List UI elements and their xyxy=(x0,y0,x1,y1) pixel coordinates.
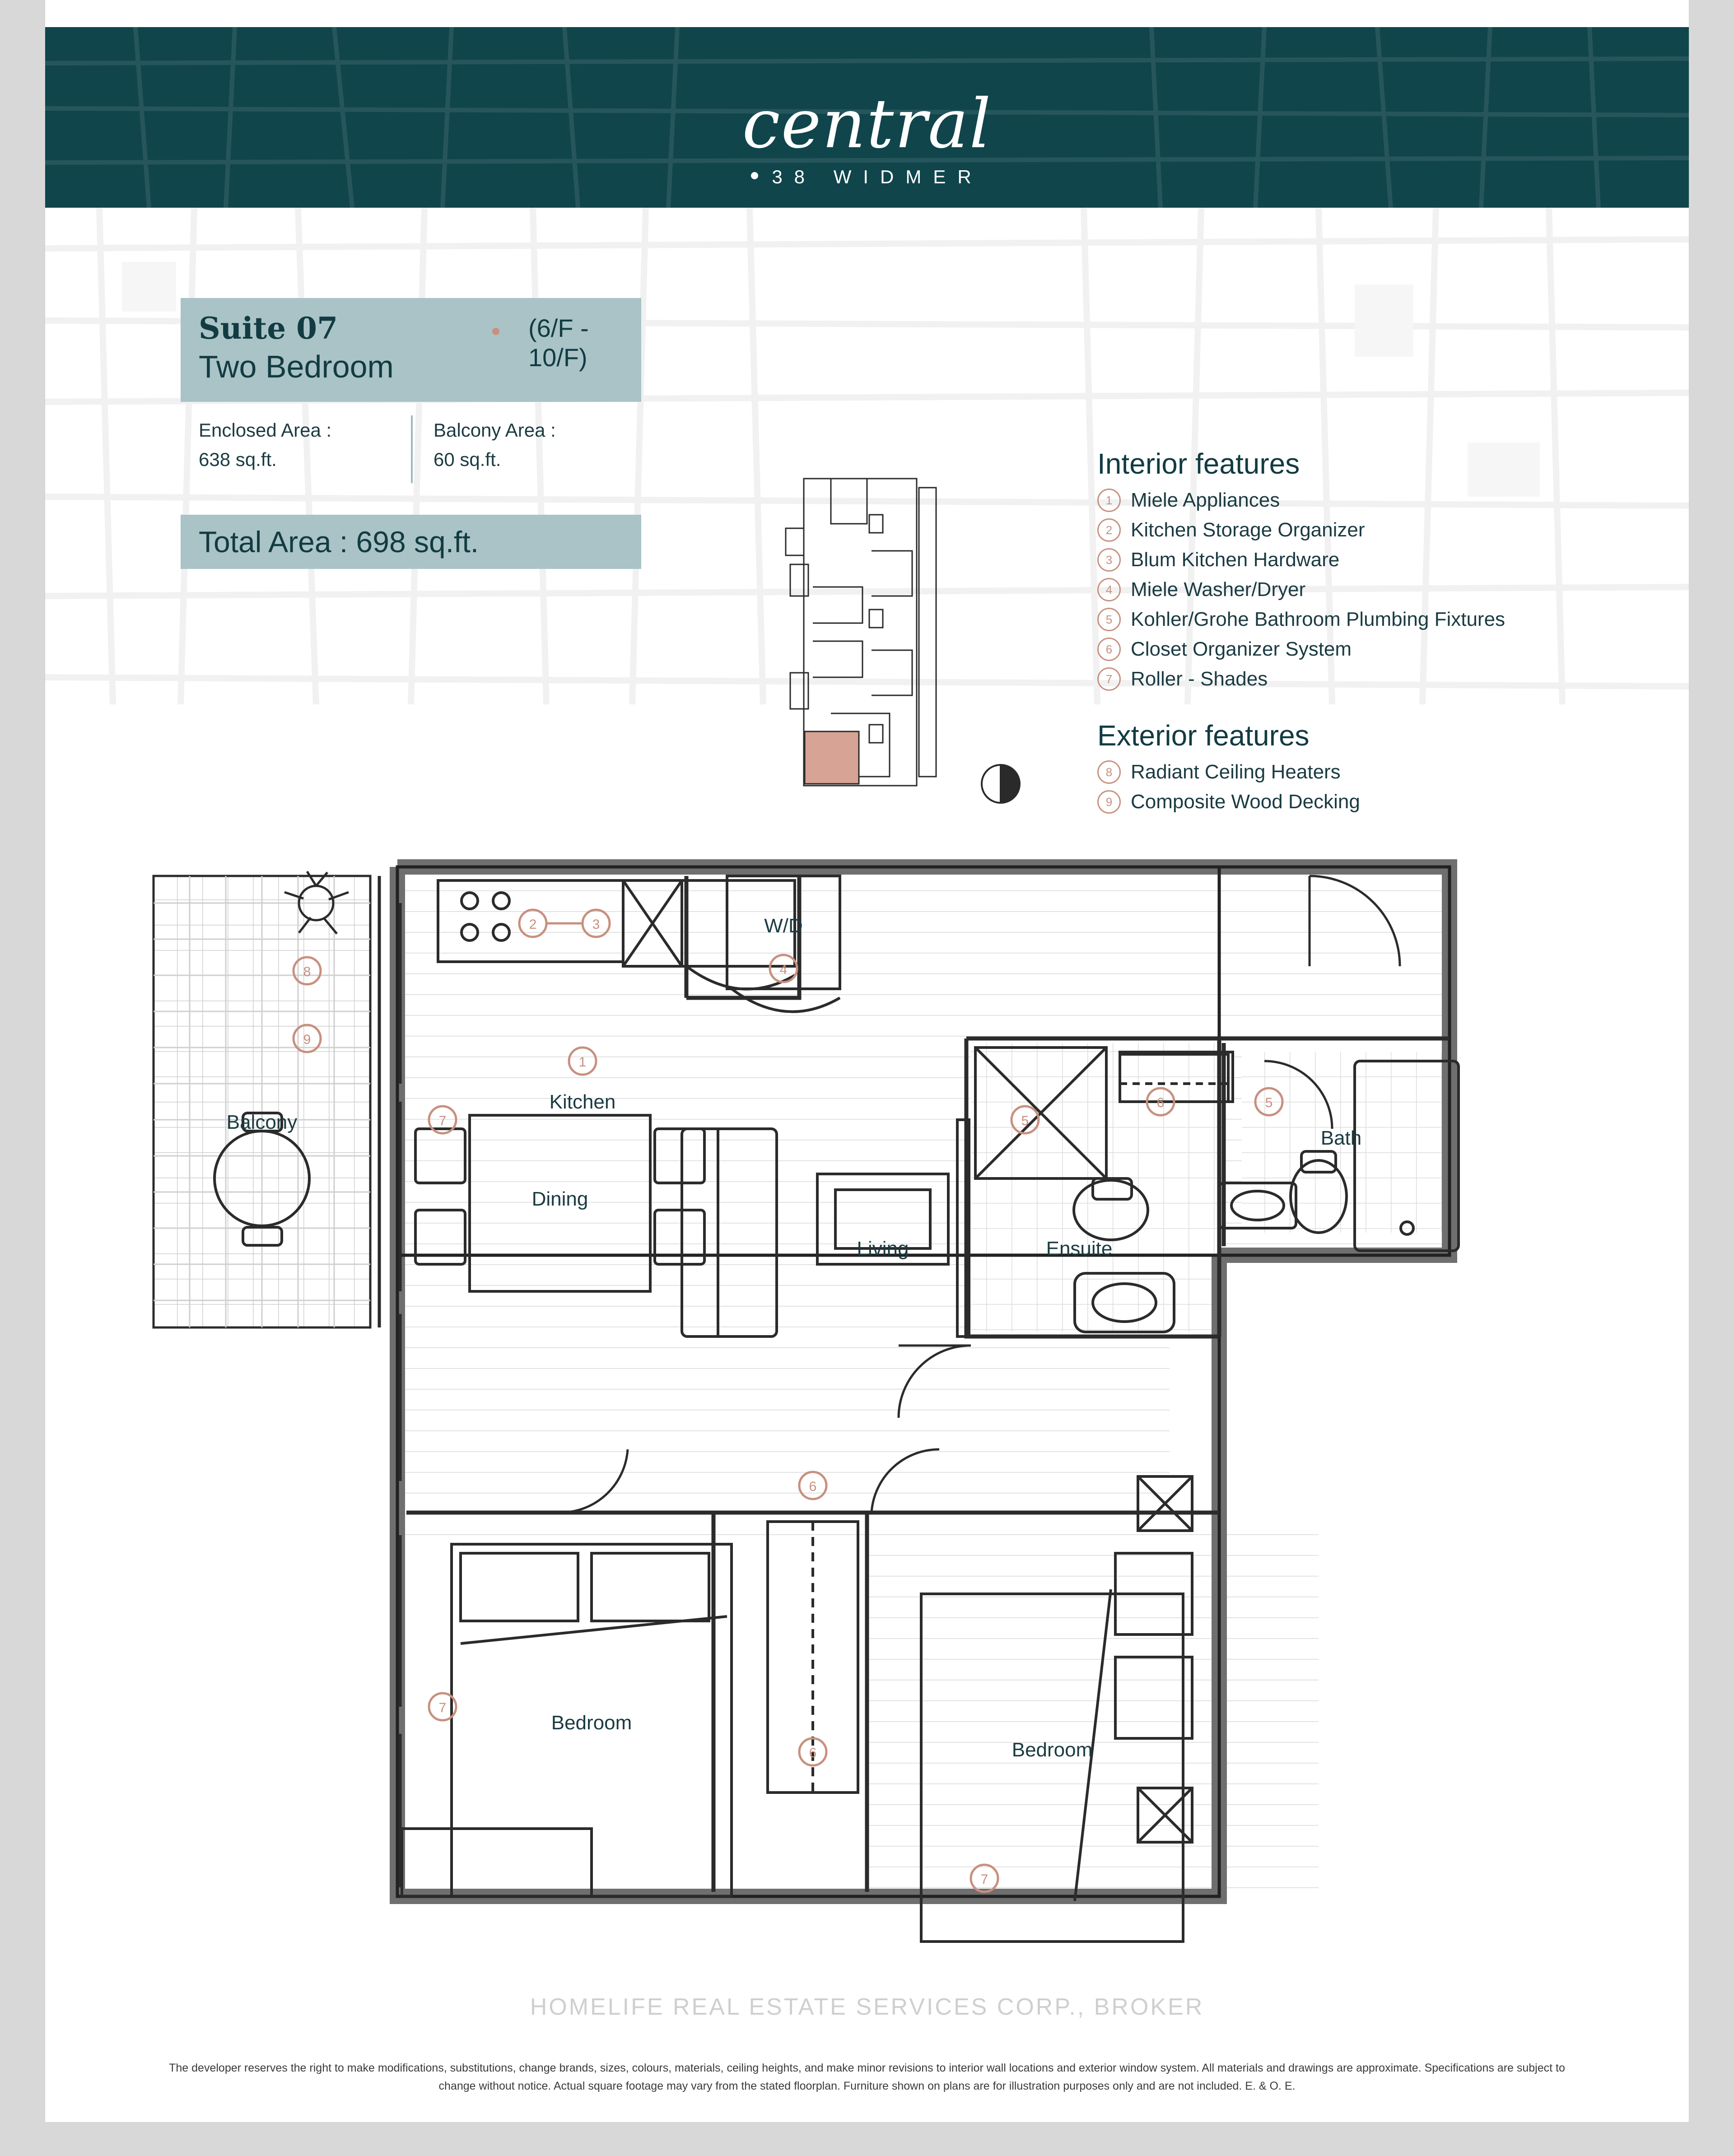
watermark: HOMELIFE REAL ESTATE SERVICES CORP., BROKER xyxy=(530,1994,1204,2020)
feature-item xyxy=(1097,760,1639,784)
svg-text:3: 3 xyxy=(592,917,600,932)
brand-block xyxy=(45,85,1689,188)
svg-text:9: 9 xyxy=(303,1032,311,1047)
svg-text:6: 6 xyxy=(1156,1095,1165,1110)
svg-text:2: 2 xyxy=(529,917,537,932)
brand-name: central xyxy=(742,85,992,163)
balcony-area-label: Balcony Area : xyxy=(434,419,556,441)
svg-text:7: 7 xyxy=(438,1700,447,1715)
room-label-balcony: Balcony xyxy=(226,1111,298,1133)
suite-title-box xyxy=(181,298,641,402)
suite-floors: (6/F - 10/F) xyxy=(528,314,589,372)
suite-dot-icon xyxy=(492,328,499,335)
sheet xyxy=(45,0,1689,2122)
svg-text:1: 1 xyxy=(578,1055,587,1070)
feature-label: Closet Organizer System xyxy=(1131,638,1352,660)
feature-item xyxy=(1097,489,1639,512)
feature-item xyxy=(1097,608,1639,631)
feature-item xyxy=(1097,548,1639,572)
room-label-kitchen: Kitchen xyxy=(549,1091,616,1113)
disclaimer-text: The developer reserves the right to make modifications, substitutions, change brands, sizes, colours, materials, ceiling heights, and make minor revisions to interior wall locations and exterior window system. All materials and drawings are approximate. Specifications are subject to change without notice. Actual square footage may vary from the stated floorplan. Furniture shown on plans are for illustration purposes only and are not included. E. & O. E. xyxy=(169,2062,1565,2092)
feature-label: Composite Wood Decking xyxy=(1131,791,1360,813)
svg-text:7: 7 xyxy=(980,1872,988,1887)
key-plan-diagram xyxy=(786,461,975,804)
features-panel xyxy=(1097,447,1639,820)
feature-label: Kitchen Storage Organizer xyxy=(1131,519,1365,541)
feature-number-icon: 8 xyxy=(1097,760,1121,784)
suite-number: Suite 07 xyxy=(199,311,338,346)
balcony-area-value: 60 sq.ft. xyxy=(434,449,501,470)
feature-number-icon: 9 xyxy=(1097,790,1121,814)
info-band xyxy=(45,208,1689,813)
feature-item xyxy=(1097,578,1639,601)
enclosed-area-value: 638 sq.ft. xyxy=(199,449,277,470)
room-label-wd: W/D xyxy=(764,915,803,937)
svg-text:6: 6 xyxy=(809,1746,817,1760)
feature-label: Roller - Shades xyxy=(1131,668,1268,690)
feature-item xyxy=(1097,518,1639,542)
brand-address: 38 WIDMER xyxy=(45,166,1689,188)
suite-type: Two Bedroom xyxy=(199,349,394,384)
feature-item xyxy=(1097,638,1639,661)
floor-plan-drawing xyxy=(126,849,1617,1887)
svg-text:5: 5 xyxy=(1021,1113,1029,1128)
room-label-bedroom-2: Bedroom xyxy=(1012,1739,1093,1761)
feature-item xyxy=(1097,790,1639,814)
enclosed-area xyxy=(199,415,331,474)
feature-number-icon: 2 xyxy=(1097,518,1121,542)
interior-features-title: Interior features xyxy=(1097,447,1300,480)
svg-text:4: 4 xyxy=(779,962,788,977)
feature-label: Miele Appliances xyxy=(1131,489,1280,511)
room-label-living: Living xyxy=(857,1238,909,1260)
floor-plan xyxy=(126,849,1617,1887)
feature-number-icon: 5 xyxy=(1097,608,1121,631)
feature-number-icon: 6 xyxy=(1097,638,1121,661)
svg-text:7: 7 xyxy=(438,1113,447,1128)
key-plan xyxy=(786,461,975,804)
room-label-bath: Bath xyxy=(1320,1127,1362,1149)
bullet-dot-icon xyxy=(751,172,758,179)
svg-text:8: 8 xyxy=(303,964,311,979)
feature-label: Radiant Ceiling Heaters xyxy=(1131,761,1341,783)
header-banner xyxy=(45,27,1689,208)
balcony-area xyxy=(434,415,556,474)
exterior-features-title: Exterior features xyxy=(1097,719,1310,752)
total-area-value: Total Area : 698 sq.ft. xyxy=(199,525,479,559)
feature-label: Kohler/Grohe Bathroom Plumbing Fixtures xyxy=(1131,608,1506,630)
feature-number-icon: 7 xyxy=(1097,667,1121,691)
enclosed-area-label: Enclosed Area : xyxy=(199,419,332,441)
area-divider xyxy=(411,415,413,483)
compass-icon xyxy=(980,763,1021,805)
svg-text:5: 5 xyxy=(1265,1095,1273,1110)
total-area-box xyxy=(181,515,641,569)
feature-item xyxy=(1097,667,1639,691)
room-label-bedroom-1: Bedroom xyxy=(551,1712,632,1734)
feature-number-icon: 3 xyxy=(1097,548,1121,572)
feature-label: Miele Washer/Dryer xyxy=(1131,578,1306,601)
feature-number-icon: 1 xyxy=(1097,489,1121,512)
feature-number-icon: 4 xyxy=(1097,578,1121,601)
feature-label: Blum Kitchen Hardware xyxy=(1131,549,1340,571)
room-label-dining: Dining xyxy=(531,1188,588,1210)
room-label-ensuite: Ensuite xyxy=(1046,1238,1113,1260)
svg-text:6: 6 xyxy=(809,1479,817,1494)
